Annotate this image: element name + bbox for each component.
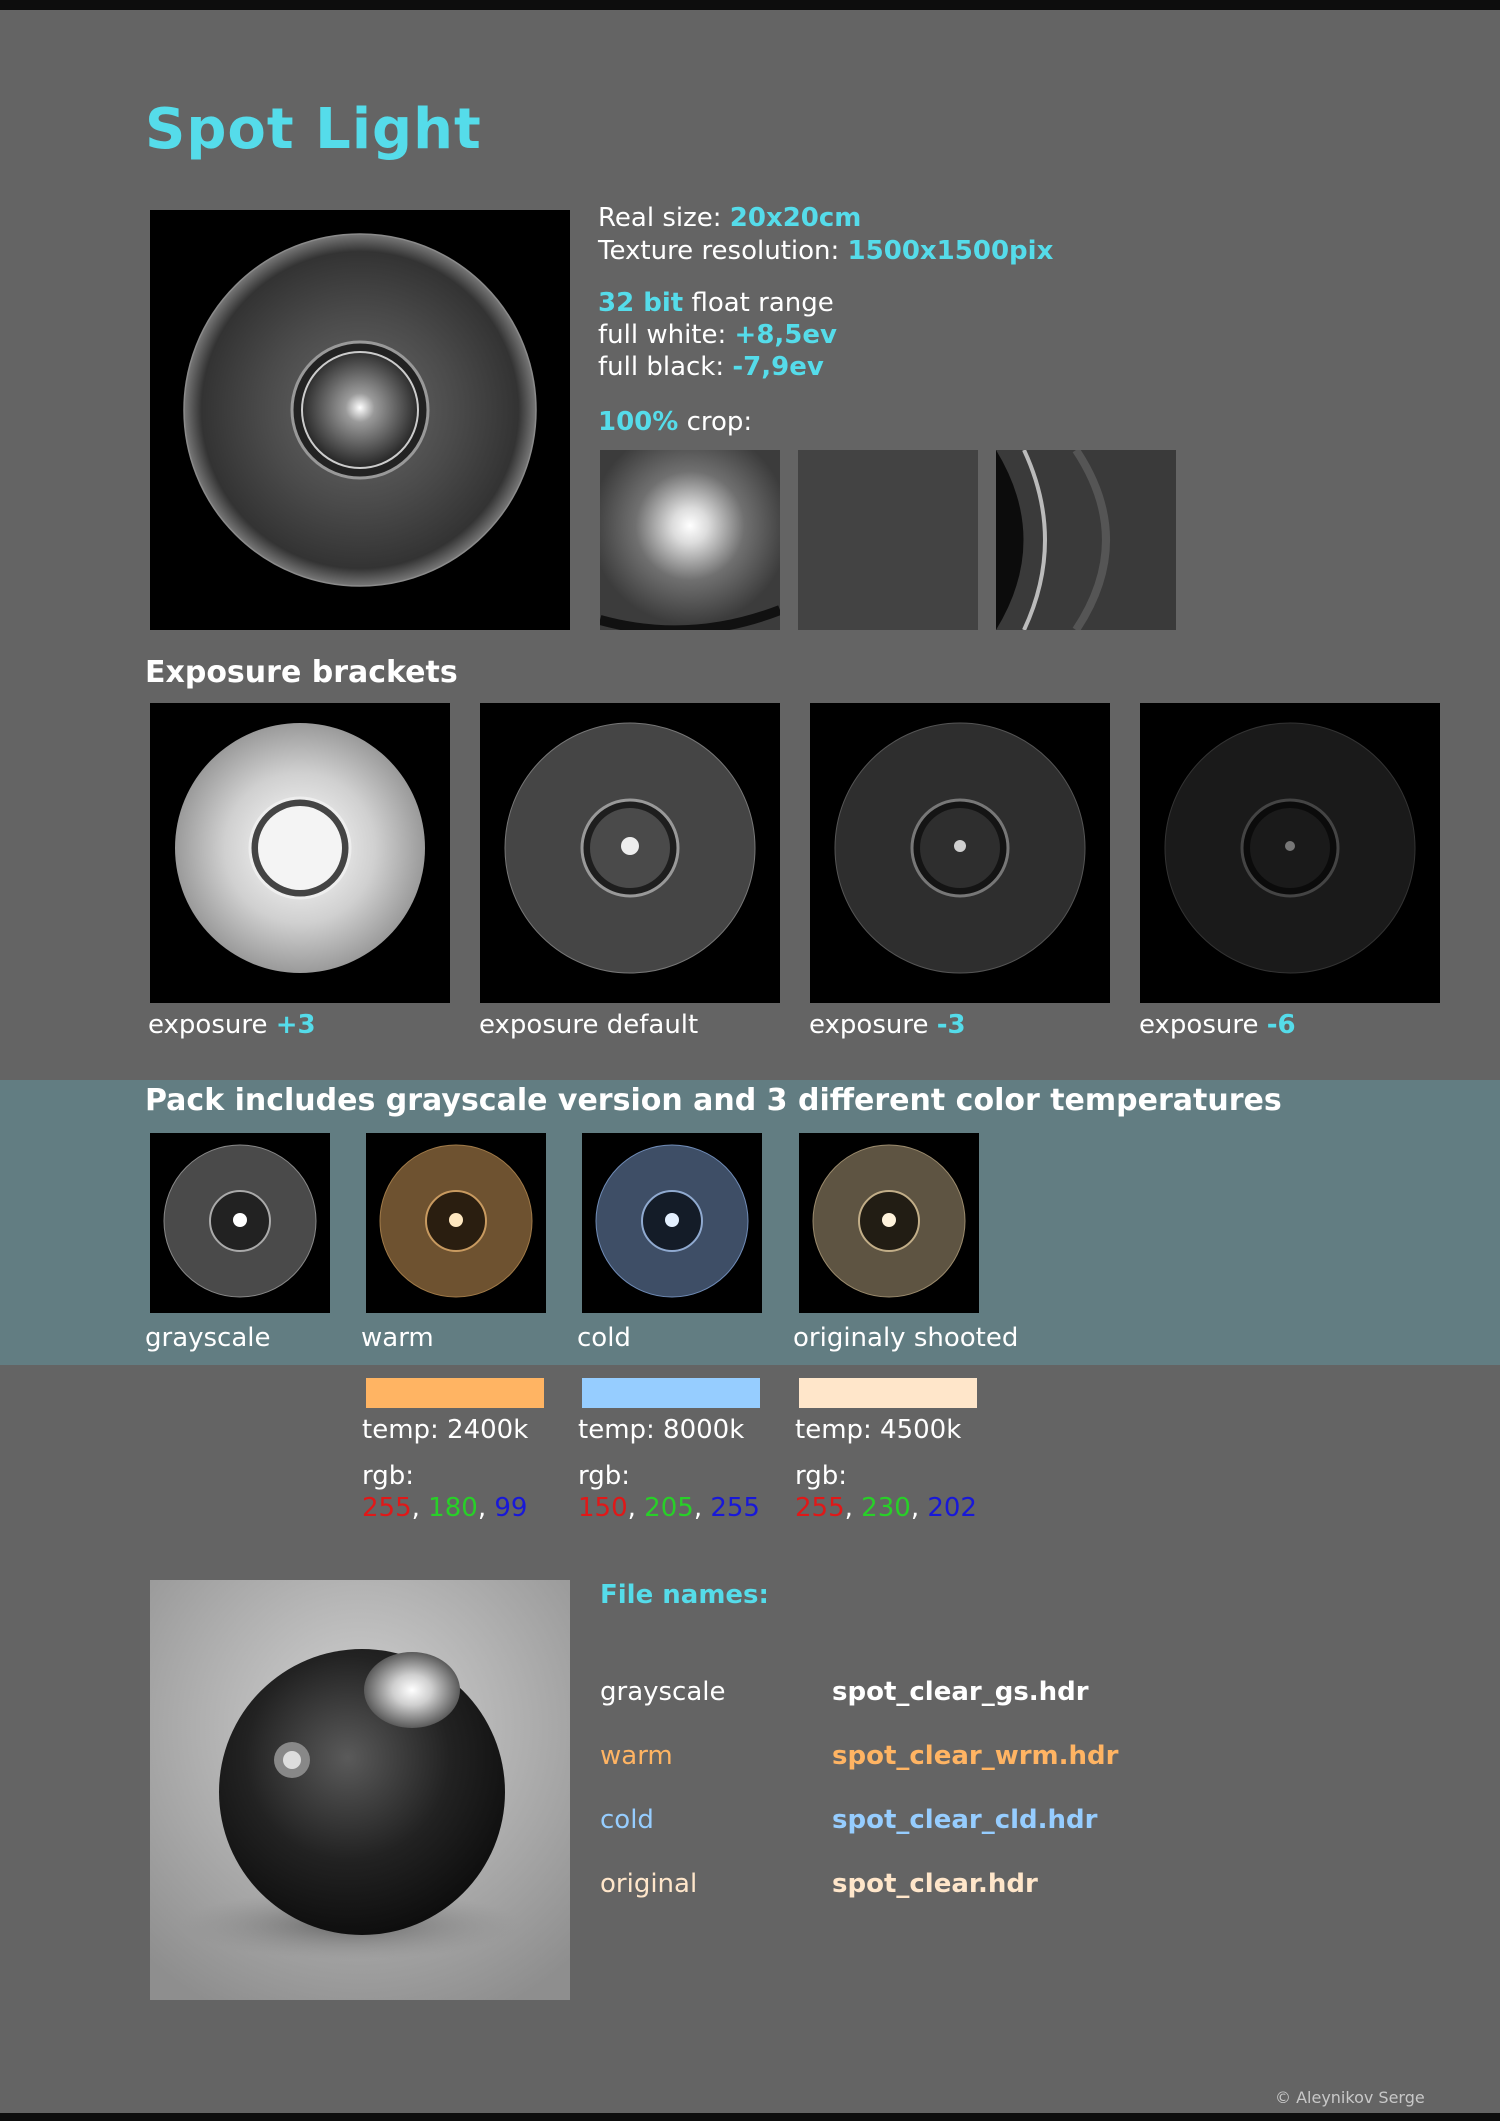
spec-crop xyxy=(598,406,752,438)
rgb-green-value: 230 xyxy=(861,1493,911,1523)
white-value: +8,5ev xyxy=(734,320,837,350)
exposure-minus6-image xyxy=(1140,703,1440,1003)
variant-caption-warm: warm xyxy=(361,1323,434,1353)
exposure-caption-label: exposure xyxy=(148,1010,268,1040)
rgb-red-value: 255 xyxy=(362,1493,412,1523)
rgb-red-value: 150 xyxy=(578,1493,628,1523)
original-temp: temp: 4500k xyxy=(795,1415,962,1445)
main-light-preview xyxy=(150,210,570,630)
exposure-caption-minus3 xyxy=(809,1010,966,1040)
bit-label: float range xyxy=(691,288,834,318)
file-label-original: original xyxy=(600,1869,698,1899)
exposure-caption-value: -6 xyxy=(1266,1010,1296,1040)
file-names-heading: File names: xyxy=(600,1580,769,1610)
real-size-label: Real size: xyxy=(598,203,722,233)
sphere-render-image xyxy=(150,1580,570,2000)
black-label: full black: xyxy=(598,352,725,382)
crop-texture-image xyxy=(798,450,978,630)
warm-color-swatch xyxy=(366,1378,544,1408)
file-label-warm: warm xyxy=(600,1741,673,1771)
variant-warm-image xyxy=(366,1133,546,1313)
exposure-caption-value: +3 xyxy=(275,1010,316,1040)
variant-cold-image xyxy=(582,1133,762,1313)
spec-bit-depth xyxy=(598,287,834,319)
file-name-cold: spot_clear_cld.hdr xyxy=(832,1805,1098,1835)
file-name-warm: spot_clear_wrm.hdr xyxy=(832,1741,1119,1771)
bit-value: 32 bit xyxy=(598,288,684,318)
spec-real-size xyxy=(598,202,861,234)
spec-full-white xyxy=(598,319,837,351)
file-label-grayscale: grayscale xyxy=(600,1677,726,1707)
crop-edge-image xyxy=(996,450,1176,630)
spec-full-black xyxy=(598,351,824,383)
variant-caption-cold: cold xyxy=(577,1323,631,1353)
top-border xyxy=(0,0,1500,10)
exposure-caption-default xyxy=(479,1010,698,1040)
rgb-green-value: 180 xyxy=(428,1493,478,1523)
exposure-caption-plus3 xyxy=(148,1010,316,1040)
cold-color-swatch xyxy=(582,1378,760,1408)
rgb-green-value: 205 xyxy=(644,1493,694,1523)
spec-texture-resolution xyxy=(598,235,1053,267)
texture-res-value: 1500x1500pix xyxy=(847,236,1054,266)
exposure-caption-minus6 xyxy=(1139,1010,1296,1040)
texture-res-label: Texture resolution: xyxy=(598,236,840,266)
variant-caption-original: originaly shooted xyxy=(793,1323,1019,1353)
file-name-grayscale: spot_clear_gs.hdr xyxy=(832,1677,1089,1707)
cold-rgb-label: rgb: xyxy=(578,1461,630,1491)
copyright-text: © Aleynikov Serge xyxy=(1275,2088,1425,2107)
bottom-border xyxy=(0,2113,1500,2121)
exposure-caption-label: exposure default xyxy=(479,1010,699,1040)
variant-caption-grayscale: grayscale xyxy=(145,1323,271,1353)
file-name-original: spot_clear.hdr xyxy=(832,1869,1038,1899)
original-rgb-label: rgb: xyxy=(795,1461,847,1491)
variant-grayscale-image xyxy=(150,1133,330,1313)
rgb-red-value: 255 xyxy=(795,1493,845,1523)
warm-rgb-label: rgb: xyxy=(362,1461,414,1491)
original-color-swatch xyxy=(799,1378,977,1408)
black-value: -7,9ev xyxy=(732,352,824,382)
white-label: full white: xyxy=(598,320,727,350)
exposure-minus3-image xyxy=(810,703,1110,1003)
exposure-heading: Exposure brackets xyxy=(145,655,458,690)
exposure-caption-value: -3 xyxy=(936,1010,966,1040)
real-size-value: 20x20cm xyxy=(729,203,862,233)
exposure-caption-label: exposure xyxy=(1139,1010,1259,1040)
rgb-blue-value: 202 xyxy=(927,1493,977,1523)
warm-temp: temp: 2400k xyxy=(362,1415,529,1445)
exposure-caption-label: exposure xyxy=(809,1010,929,1040)
warm-rgb-values: 255, 180, 99 xyxy=(362,1493,528,1523)
exposure-plus3-image xyxy=(150,703,450,1003)
variant-original-image xyxy=(799,1133,979,1313)
original-rgb-values: 255, 230, 202 xyxy=(795,1493,977,1523)
cold-temp: temp: 8000k xyxy=(578,1415,745,1445)
rgb-blue-value: 255 xyxy=(710,1493,760,1523)
exposure-default-image xyxy=(480,703,780,1003)
rgb-blue-value: 99 xyxy=(494,1493,528,1523)
crop-center-image xyxy=(600,450,780,630)
page-title: Spot Light xyxy=(145,97,482,162)
cold-rgb-values: 150, 205, 255 xyxy=(578,1493,760,1523)
file-label-cold: cold xyxy=(600,1805,654,1835)
variants-heading: Pack includes grayscale version and 3 different color temperatures xyxy=(145,1083,1282,1118)
crop-value: 100% xyxy=(598,407,679,437)
crop-label: crop: xyxy=(686,407,753,437)
